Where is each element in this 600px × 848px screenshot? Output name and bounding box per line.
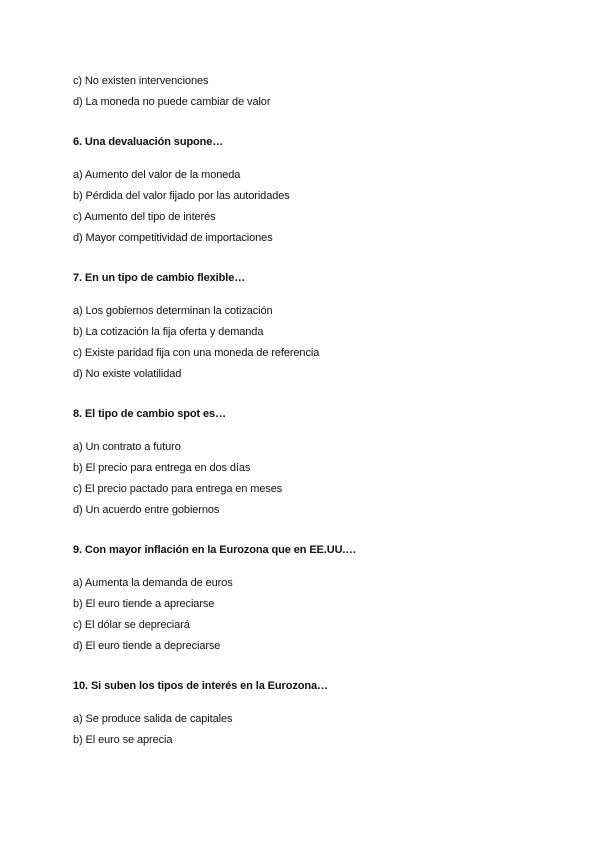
option-d: d) No existe volatilidad [73,368,182,380]
question-title: 9. Con mayor inflación en la Eurozona que en EE.UU.… [73,544,357,556]
option-b: b) El precio para entrega en dos días [73,462,251,474]
option-a: a) Un contrato a futuro [73,441,181,453]
question-7 [73,268,553,385]
option-c: c) Existe paridad fija con una moneda de referencia [73,347,320,359]
option-b: b) Pérdida del valor fijado por las autoridades [73,190,290,202]
question-10 [73,676,553,751]
option-a: a) Los gobiernos determinan la cotización [73,305,273,317]
question-title: 10. Si suben los tipos de interés en la Eurozona… [73,680,328,692]
option-a: a) Aumento del valor de la moneda [73,169,241,181]
option-a: a) Aumenta la demanda de euros [73,577,233,589]
option-c: c) El dólar se depreciará [73,619,190,631]
option-c: c) El precio pactado para entrega en meses [73,483,283,495]
option-b: b) La cotización la fija oferta y demanda [73,326,264,338]
question-title: 6. Una devaluación supone… [73,136,224,148]
option-d: d) Un acuerdo entre gobiernos [73,504,220,516]
option-b: b) El euro se aprecia [73,734,173,746]
question-8 [73,404,553,521]
option-d: d) La moneda no puede cambiar de valor [73,96,271,108]
question-title: 7. En un tipo de cambio flexible… [73,272,246,284]
option-c: c) Aumento del tipo de interés [73,211,216,223]
question-6 [73,132,553,249]
option-a: a) Se produce salida de capitales [73,713,233,725]
question-title: 8. El tipo de cambio spot es… [73,408,226,420]
option-d: d) El euro tiende a depreciarse [73,640,221,652]
option-b: b) El euro tiende a apreciarse [73,598,215,610]
quiz-content [73,71,553,751]
option-d: d) Mayor competitividad de importaciones [73,232,273,244]
leading-options [73,71,553,113]
option-c: c) No existen intervenciones [73,75,209,87]
question-9 [73,540,553,657]
